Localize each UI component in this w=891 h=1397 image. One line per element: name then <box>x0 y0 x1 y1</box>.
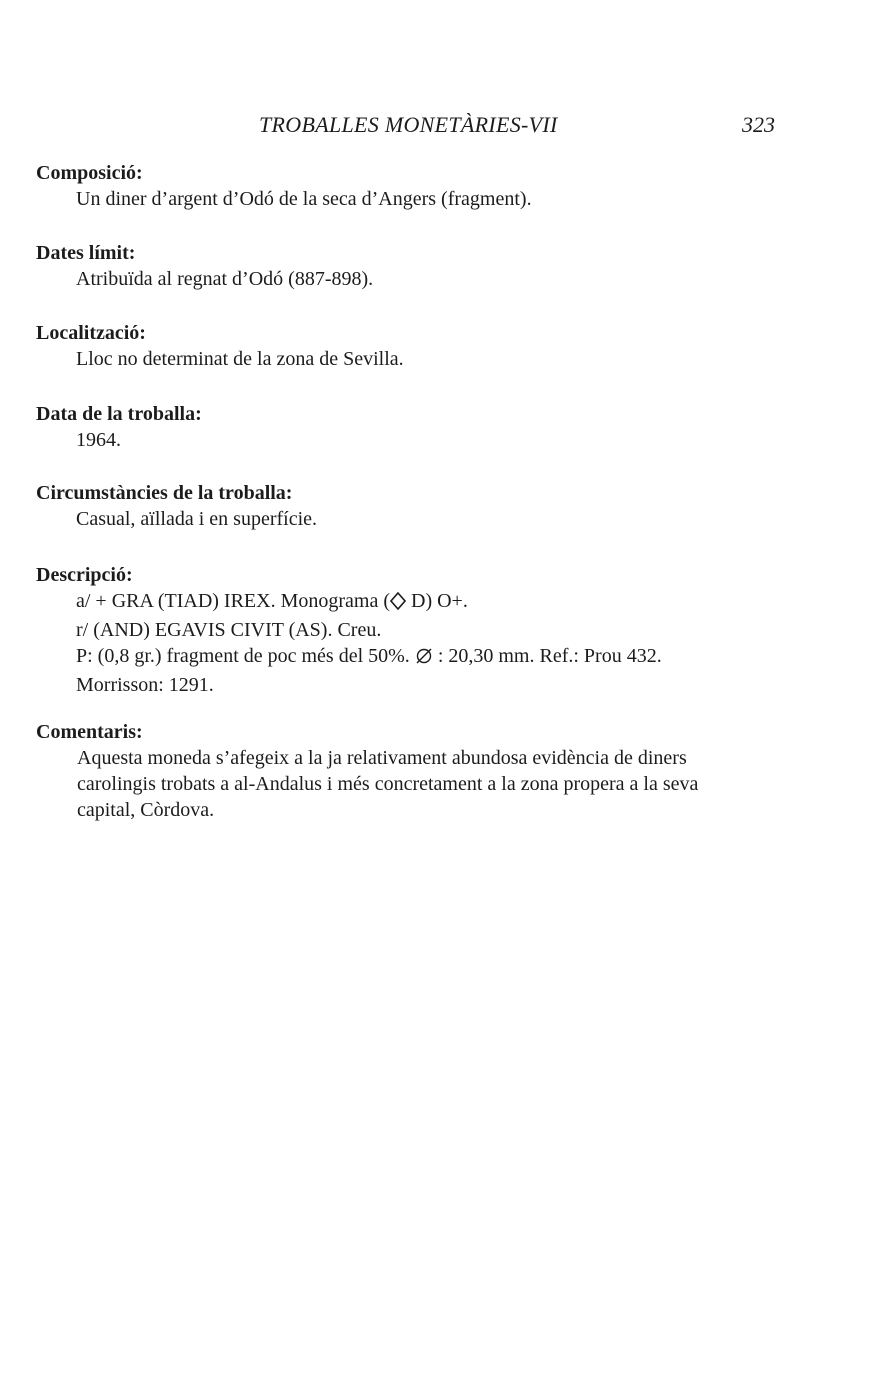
section-label: Data de la troballa: <box>36 403 202 425</box>
section-label: Circumstàncies de la troballa: <box>36 482 293 504</box>
section-text: Un diner d’argent d’Odó de la seca d’Angers (fragment). <box>76 188 532 210</box>
obverse-line <box>76 588 796 617</box>
diameter-text: : 20,30 mm. Ref.: Prou 432. <box>432 645 662 667</box>
obverse-text: a/ + GRA (TIAD) IREX. Monograma ( <box>76 590 390 612</box>
section-descripcio <box>36 562 796 698</box>
section-label: Localització: <box>36 322 146 344</box>
running-head <box>0 112 891 142</box>
reference-line: Morrisson: 1291. <box>76 674 214 696</box>
section-dates-limit <box>36 240 796 292</box>
section-label: Comentaris: <box>36 721 143 743</box>
diameter-icon <box>415 646 433 672</box>
section-localitzacio <box>36 320 796 372</box>
reverse-line: r/ (AND) EGAVIS CIVIT (AS). Creu. <box>76 619 382 641</box>
comment-line: capital, Còrdova. <box>77 799 215 821</box>
section-text: Casual, aïllada i en superfície. <box>76 508 318 530</box>
running-title: TROBALLES MONETÀRIES-VII <box>259 112 558 137</box>
obverse-text-end: D) O+. <box>406 590 468 612</box>
comment-line: carolingis trobats a al-Andalus i més concretament a la zona propera a la seva <box>77 773 699 795</box>
section-label: Descripció: <box>36 564 133 586</box>
section-text: 1964. <box>76 429 121 451</box>
section-circumstancies <box>36 480 796 532</box>
section-text: Lloc no determinat de la zona de Sevilla. <box>76 348 404 370</box>
section-label: Dates límit: <box>36 242 136 264</box>
section-label: Composició: <box>36 162 143 184</box>
weight-line <box>76 643 796 672</box>
weight-text: P: (0,8 gr.) fragment de poc més del 50%. <box>76 645 415 667</box>
section-comentaris <box>36 719 796 823</box>
section-data-troballa <box>36 401 796 453</box>
section-composicio <box>36 160 796 212</box>
diamond-icon <box>390 591 406 617</box>
page-number: 323 <box>742 112 775 137</box>
comment-line: Aquesta moneda s’afegeix a la ja relativament abundosa evidència de diners <box>77 747 687 769</box>
section-text: Atribuïda al regnat d’Odó (887-898). <box>76 268 374 290</box>
